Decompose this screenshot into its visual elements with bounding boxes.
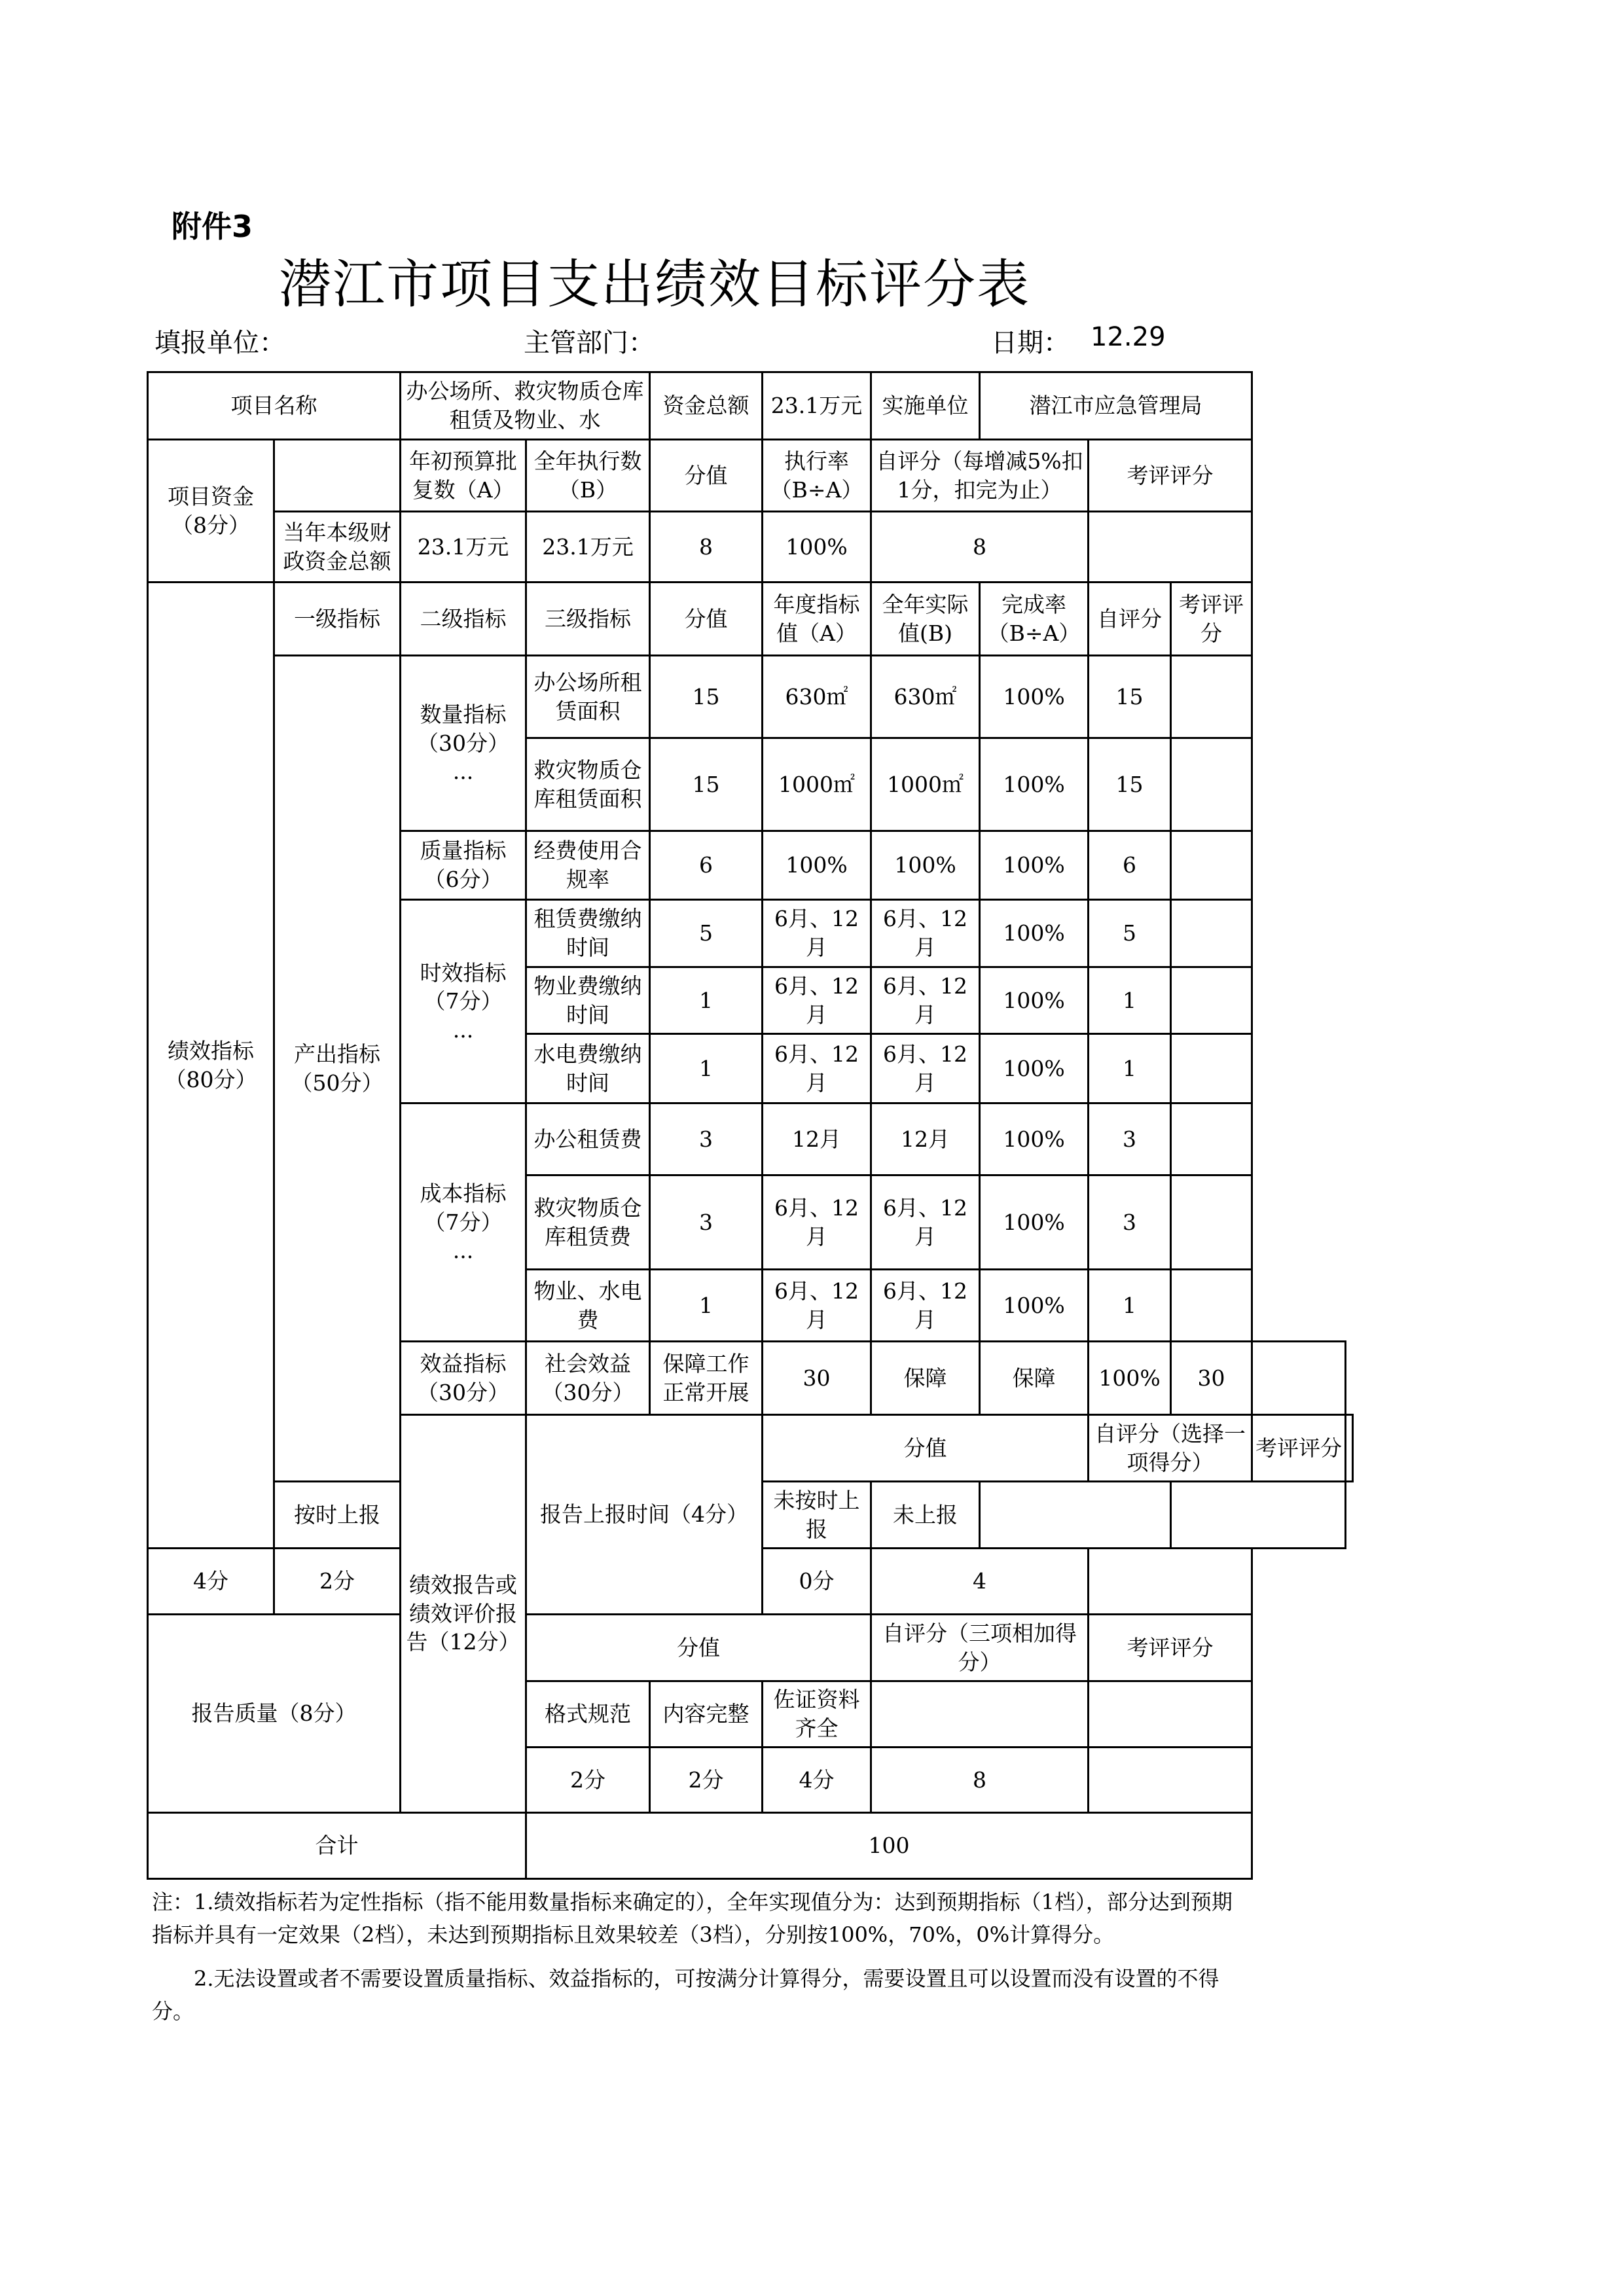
indicator-review [1252,1342,1346,1415]
perf-label: 绩效指标 [168,1037,254,1064]
funds-rate: 100% [763,512,871,583]
indicator-rate: 100% [1089,1342,1171,1415]
time-indicator [401,900,526,1103]
funds-blank-cell [274,440,401,512]
indicator-score: 6 [650,831,763,900]
indicator-score: 3 [650,1175,763,1270]
report-timing-self: 4 [871,1549,1089,1615]
social-score: （30分） [541,1379,634,1405]
funds-col-exec: 全年执行数（B） [526,440,650,512]
report-timing-review-blank [1171,1482,1346,1549]
indicator-actual: 100% [871,831,980,900]
score-table [147,371,1354,1880]
report-evidence-score: 4分 [763,1748,871,1813]
indicator-score: 15 [650,738,763,831]
report-quality-review-blank [1089,1681,1252,1748]
funds-data-row [148,512,1353,583]
indicator-score: 1 [650,1034,763,1103]
cost-label: 成本指标 [420,1181,507,1207]
report-content-score: 2分 [650,1748,763,1813]
perf-col-review: 考评评分 [1171,583,1252,656]
perf-col-level3: 三级指标 [526,583,650,656]
indicator-actual: 6月、12月 [871,1175,980,1270]
indicator-rate: 100% [980,967,1089,1034]
perf-col-rate: 完成率（B÷A） [980,583,1089,656]
dept-label: 主管部门： [524,328,655,358]
benefit-indicator [401,1342,526,1415]
report-timing-score-label: 分值 [763,1415,1089,1482]
report-quality-review-label: 考评评分 [1089,1615,1252,1681]
indicator-target: 6月、12月 [763,1270,871,1342]
indicator-self: 3 [1089,1103,1171,1175]
indicator-actual: 保障 [980,1342,1089,1415]
indicator-target: 6月、12月 [763,1034,871,1103]
perf-header-row [148,583,1353,656]
social-label: 社会效益 [545,1350,631,1376]
funds-col-self: 自评分（每增减5%扣1分，扣完为止） [871,440,1089,512]
report-timing-self-label: 自评分（选择一项得分） [1089,1415,1252,1482]
quantity-label: 数量指标 [420,702,507,728]
funds-budget: 23.1万元 [401,512,526,583]
report-evidence: 佐证资料齐全 [763,1681,871,1748]
cost-ellipsis: ... [452,1238,474,1264]
report-not-reported-score: 0分 [763,1549,871,1615]
report-quality-review [1089,1748,1252,1813]
impl-unit-label: 实施单位 [871,372,980,440]
total-funds-label: 资金总额 [650,372,763,440]
indicator-self: 15 [1089,738,1171,831]
indicator-name: 救灾物质仓库租赁面积 [526,738,650,831]
funds-review [1089,512,1252,583]
report-on-time: 按时上报 [274,1482,401,1549]
notes [152,1886,1238,2028]
quantity-indicator [401,656,526,831]
funds-label: 项目资金 [168,483,254,509]
date-value: 12.29 [1091,322,1166,352]
indicator-review [1171,1270,1252,1342]
perf-col-level1: 一级指标 [274,583,401,656]
indicator-name: 办公租赁费 [526,1103,650,1175]
report-quality-blank [871,1681,1089,1748]
indicator-score: 1 [650,1270,763,1342]
time-ellipsis: ... [452,1016,474,1043]
indicator-target: 100% [763,831,871,900]
funds-score: （8分） [171,512,250,538]
indicator-review [1171,831,1252,900]
note-1: 注：1.绩效指标若为定性指标（指不能用数量指标来确定的），全年实现值分为：达到预期指标（1档），部分达到预期指标并具有一定效果（2档），未达到预期指标且效果较差（3档），分别按100%，70%，0%计算得分。 [152,1890,1233,1947]
perf-col-level2: 二级指标 [401,583,526,656]
note-2: 2.无法设置或者不需要设置质量指标、效益指标的，可按满分计算得分，需要设置且可以设置而没有设置的不得分。 [152,1966,1219,2024]
indicator-self: 1 [1089,967,1171,1034]
funds-score: 8 [650,512,763,583]
attachment-label: 附件3 [171,209,253,244]
indicator-review [1171,1034,1252,1103]
report-section-label: 绩效报告或绩效评价报告（12分） [401,1415,526,1813]
report-timing-blank [980,1482,1171,1549]
project-name-value: 办公场所、救灾物质仓库租赁及物业、水 [401,372,650,440]
report-format: 格式规范 [526,1681,650,1748]
indicator-self: 1 [1089,1270,1171,1342]
funds-col-rate: 执行率（B÷A） [763,440,871,512]
project-name-label: 项目名称 [148,372,401,440]
date-label: 日期： [991,328,1070,358]
time-score: （7分） [424,988,503,1014]
indicator-actual: 6月、12月 [871,900,980,967]
indicator-target: 12月 [763,1103,871,1175]
report-timing-review [1089,1549,1252,1615]
perf-col-self: 自评分 [1089,583,1171,656]
indicator-score: 30 [763,1342,871,1415]
quantity-ellipsis: ... [452,759,474,785]
indicator-rate: 100% [980,1034,1089,1103]
indicator-review [1171,900,1252,967]
report-quality-self-label: 自评分（三项相加得分） [871,1615,1089,1681]
indicator-name: 水电费缴纳时间 [526,1034,650,1103]
indicator-self: 1 [1089,1034,1171,1103]
indicator-score: 15 [650,656,763,738]
funds-col-score: 分值 [650,440,763,512]
benefit-score: （30分） [417,1379,509,1405]
report-content: 内容完整 [650,1681,763,1748]
report-timing-review-label: 考评评分 [1252,1415,1346,1482]
report-quality-label: 报告质量（8分） [148,1615,401,1813]
quality-score: （6分） [424,867,503,892]
cost-score: （7分） [424,1209,503,1235]
project-row [148,372,1353,440]
output-score: （50分） [291,1069,384,1096]
indicator-name: 物业费缴纳时间 [526,967,650,1034]
funds-self: 8 [871,512,1089,583]
indicator-self: 30 [1171,1342,1252,1415]
report-timing-review-value [1346,1415,1353,1482]
indicator-target: 6月、12月 [763,967,871,1034]
indicator-score: 1 [650,967,763,1034]
funds-col-budget: 年初预算批复数（A） [401,440,526,512]
total-funds-value: 23.1万元 [763,372,871,440]
funds-row-label: 当年本级财政资金总额 [274,512,401,583]
time-label: 时效指标 [420,960,507,986]
indicator-target: 630㎡ [763,656,871,738]
perf-col-score: 分值 [650,583,763,656]
indicator-actual: 1000㎡ [871,738,980,831]
report-quality-header-row [148,1615,1353,1681]
report-quality-score-label: 分值 [526,1615,871,1681]
total-row [148,1813,1353,1879]
social-indicator [526,1342,650,1415]
indicator-name: 保障工作正常开展 [650,1342,763,1415]
report-quality-self: 8 [871,1748,1089,1813]
indicator-actual: 6月、12月 [871,967,980,1034]
total-value: 100 [526,1813,1252,1879]
perf-section-label [148,583,274,1549]
fill-unit-label: 填报单位： [154,328,285,358]
indicator-review [1171,1103,1252,1175]
page-title: 潜江市项目支出绩效目标评分表 [279,254,1030,315]
perf-col-target: 年度指标值（A） [763,583,871,656]
report-on-time-score: 4分 [148,1549,274,1615]
report-late-score: 2分 [274,1549,401,1615]
perf-col-actual: 全年实际值(B) [871,583,980,656]
indicator-rate: 100% [980,656,1089,738]
indicator-review [1171,738,1252,831]
indicator-target: 1000㎡ [763,738,871,831]
funds-section-label [148,440,274,583]
indicator-self: 5 [1089,900,1171,967]
indicator-rate: 100% [980,738,1089,831]
indicator-target: 6月、12月 [763,900,871,967]
report-late: 未按时上报 [763,1482,871,1549]
indicator-actual: 6月、12月 [871,1034,980,1103]
indicator-score: 3 [650,1103,763,1175]
perf-score: （80分） [164,1066,257,1092]
indicator-review [1171,656,1252,738]
report-not-reported: 未上报 [871,1482,980,1549]
total-label: 合计 [148,1813,526,1879]
report-format-score: 2分 [526,1748,650,1813]
output-indicator [274,656,401,1482]
cost-indicator [401,1103,526,1342]
indicator-review [1171,1175,1252,1270]
indicator-name: 办公场所租赁面积 [526,656,650,738]
indicator-actual: 12月 [871,1103,980,1175]
indicator-rate: 100% [980,831,1089,900]
indicator-review [1171,967,1252,1034]
indicator-target: 保障 [871,1342,980,1415]
indicator-self: 3 [1089,1175,1171,1270]
benefit-label: 效益指标 [420,1350,507,1376]
output-label: 产出指标 [294,1041,380,1067]
funds-exec: 23.1万元 [526,512,650,583]
indicator-name: 救灾物质仓库租赁费 [526,1175,650,1270]
indicator-self: 6 [1089,831,1171,900]
indicator-self: 15 [1089,656,1171,738]
indicator-score: 5 [650,900,763,967]
report-timing-label: 报告上报时间（4分） [526,1415,763,1615]
indicator-row [148,656,1353,738]
indicator-actual: 6月、12月 [871,1270,980,1342]
indicator-rate: 100% [980,1103,1089,1175]
indicator-rate: 100% [980,1175,1089,1270]
impl-unit-value: 潜江市应急管理局 [980,372,1252,440]
funds-header-row [148,440,1353,512]
indicator-name: 物业、水电费 [526,1270,650,1342]
indicator-rate: 100% [980,900,1089,967]
indicator-target: 6月、12月 [763,1175,871,1270]
indicator-actual: 630㎡ [871,656,980,738]
funds-col-review: 考评评分 [1089,440,1252,512]
quantity-score: （30分） [417,730,509,756]
quality-indicator [401,831,526,900]
indicator-name: 租赁费缴纳时间 [526,900,650,967]
indicator-rate: 100% [980,1270,1089,1342]
indicator-name: 经费使用合规率 [526,831,650,900]
quality-label: 质量指标 [420,838,507,864]
